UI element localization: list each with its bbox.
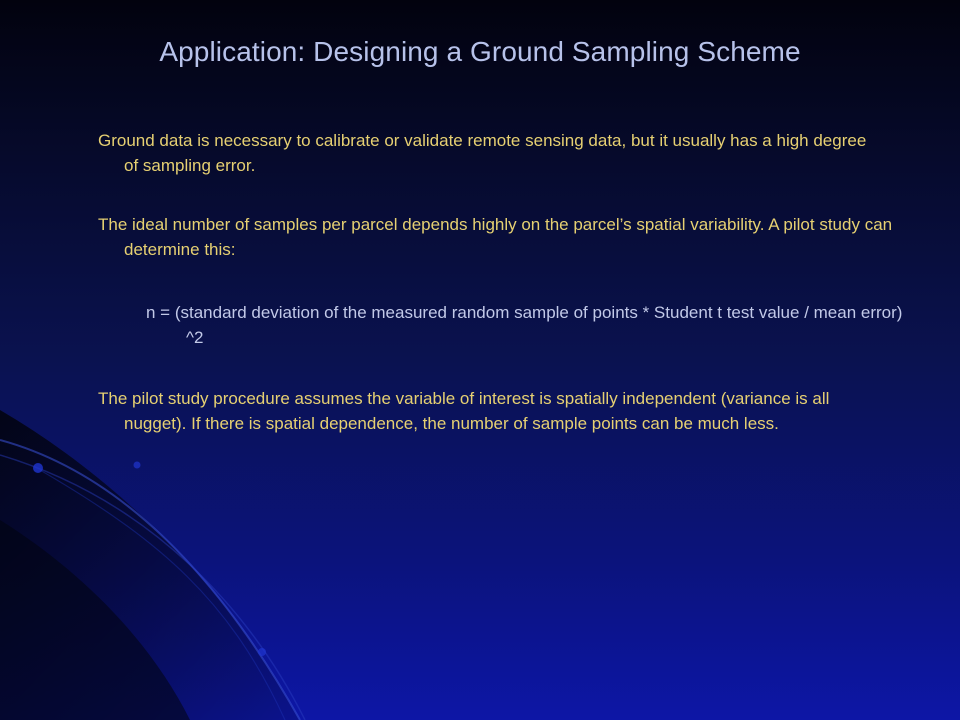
body-paragraph-ideal-samples: The ideal number of samples per parcel depends highly on the parcel’s spatial variability. A pilot study can determine this:	[98, 215, 893, 259]
body-paragraph-ground-data: Ground data is necessary to calibrate or validate remote sensing data, but it usually has a high degree of sampling error.	[98, 131, 867, 175]
formula-paragraph: n = (standard deviation of the measured random sample of points * Student t test value / mean error) ^2	[146, 303, 903, 347]
decorative-dot	[134, 462, 141, 469]
slide-title: Application: Designing a Ground Sampling Scheme	[159, 36, 801, 67]
decorative-dot	[33, 463, 43, 473]
decorative-dot	[258, 648, 266, 656]
body-paragraph-pilot-study: The pilot study procedure assumes the variable of interest is spatially independent (variance is all nugget). If there is spatial dependence, the number of sample points can be much less.	[98, 389, 830, 433]
